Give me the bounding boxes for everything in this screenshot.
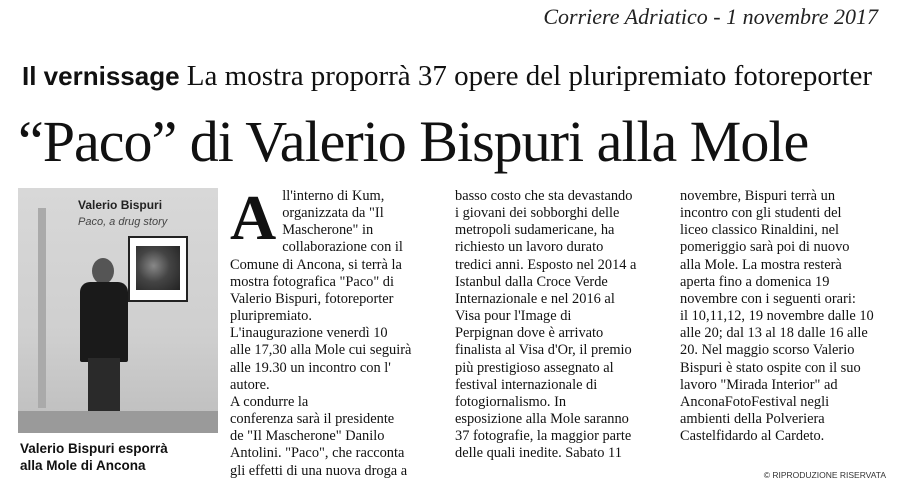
- kicker-tag: Il vernissage: [22, 61, 180, 91]
- newspaper-source: Corriere Adriatico - 1 novembre 2017: [543, 4, 878, 29]
- body-line: Comune di Ancona, si terrà la: [230, 256, 402, 273]
- body-line: pluripremiato.: [230, 308, 312, 325]
- body-line: organizzata da "Il: [282, 205, 384, 222]
- photo-wall-subtitle: Paco, a drug story: [78, 216, 168, 228]
- body-line: Mascherone" in: [282, 222, 374, 239]
- copyright-notice: © RIPRODUZIONE RISERVATA: [763, 470, 886, 480]
- body-line: 20. Nel maggio scorso Valerio: [680, 342, 855, 359]
- body-line: Antolini. "Paco", che racconta: [230, 445, 405, 462]
- drop-cap: A: [230, 182, 277, 253]
- headline: “Paco” di Valerio Bispuri alla Mole: [18, 109, 809, 174]
- body-line: liceo classico Rinaldini, nel: [680, 222, 840, 239]
- body-line: fotogiornalismo. In: [455, 393, 567, 410]
- body-line: i giovani dei sobborghi delle: [455, 205, 620, 222]
- photo-person-body: [80, 282, 128, 362]
- caption-line: alla Mole di Ancona: [20, 458, 146, 473]
- caption-line: Valerio Bispuri esporrà: [20, 441, 168, 456]
- body-line: incontro con gli studenti del: [680, 205, 842, 222]
- body-line: ambienti della Polveriera: [680, 411, 825, 428]
- photo-pillar: [38, 208, 46, 408]
- body-line: novembre, Bispuri terrà un: [680, 188, 836, 204]
- body-line: basso costo che sta devastando: [455, 188, 633, 204]
- kicker-line: [22, 60, 892, 93]
- body-line: metropoli sudamericane, ha: [455, 222, 615, 239]
- body-line: il 10,11,12, 19 novembre dalle 10: [680, 308, 874, 325]
- body-line: de "Il Mascherone" Danilo: [230, 428, 385, 445]
- body-line: aperta fino a domenica 19: [680, 273, 830, 290]
- body-line: alla Mole. La mostra resterà: [680, 256, 842, 273]
- body-line: gli effetti di una nuova droga a: [230, 462, 408, 479]
- body-line: A condurre la: [230, 393, 309, 410]
- body-line: alle 20; dal 13 al 18 dalle 16 alle: [680, 325, 868, 342]
- body-column-3: [680, 188, 895, 445]
- body-line: finalista al Visa d'Or, il premio: [455, 342, 632, 359]
- photo-framed-picture: [128, 236, 188, 302]
- body-line: richiesto un lavoro durato: [455, 239, 604, 256]
- body-column-2: [455, 188, 670, 463]
- body-line: Valerio Bispuri, fotoreporter: [230, 290, 394, 307]
- body-line: Internazionale e nel 2016 al: [455, 290, 615, 307]
- kicker-text: La mostra proporrà 37 opere del pluripremiato fotoreporter: [186, 60, 873, 92]
- body-line: più prestigioso assegnato al: [455, 359, 614, 376]
- photo-person-head: [92, 258, 114, 284]
- body-line: esposizione alla Mole saranno: [455, 411, 629, 428]
- body-line: Perpignan dove è arrivato: [455, 325, 604, 342]
- article-photo: [18, 188, 218, 433]
- body-line: collaborazione con il: [282, 239, 403, 256]
- body-line: autore.: [230, 376, 270, 393]
- body-line: Istanbul dalla Croce Verde: [455, 273, 608, 290]
- body-line: L'inaugurazione venerdì 10: [230, 325, 388, 342]
- body-line: alle 19.30 un incontro con l': [230, 359, 391, 376]
- body-line: Visa pour l'Image di: [455, 308, 572, 325]
- photo-floor: [18, 411, 218, 433]
- body-line: ll'interno di Kum,: [282, 188, 385, 204]
- body-line: Castelfidardo al Cardeto.: [680, 428, 825, 445]
- body-line: tredici anni. Esposto nel 2014 a: [455, 256, 637, 273]
- body-line: alle 17,30 alla Mole cui seguirà: [230, 342, 412, 359]
- body-column-1: [230, 182, 445, 480]
- body-line: novembre con i seguenti orari:: [680, 290, 856, 307]
- body-line: festival internazionale di: [455, 376, 598, 393]
- body-line: conferenza sarà il presidente: [230, 411, 395, 428]
- body-line: delle quali inedite. Sabato 11: [455, 445, 622, 462]
- body-line: 37 fotografie, la maggior parte: [455, 428, 632, 445]
- body-line: Bispuri è stato ospite con il suo: [680, 359, 861, 376]
- photo-caption: [20, 440, 240, 474]
- body-line: AnconaFotoFestival negli: [680, 393, 830, 410]
- body-line: lavoro "Mirada Interior" ad: [680, 376, 838, 393]
- body-line: pomeriggio sarà poi di nuovo: [680, 239, 850, 256]
- body-line: mostra fotografica "Paco" di: [230, 273, 394, 290]
- photo-wall-title: Valerio Bispuri: [78, 198, 163, 212]
